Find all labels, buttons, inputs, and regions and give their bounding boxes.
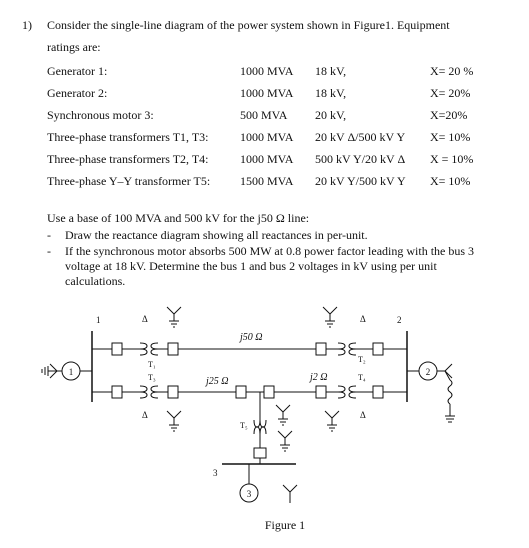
breaker bbox=[373, 386, 383, 398]
transformer-t5-winding bbox=[254, 420, 266, 427]
base-statement: Use a base of 100 MVA and 500 kV for the j50 Ω line: bbox=[47, 211, 310, 225]
generator-1-label: 1 bbox=[68, 367, 74, 377]
equipment-kv: 20 kV, bbox=[315, 108, 347, 122]
equipment-mva: 500 MVA bbox=[240, 108, 288, 122]
breaker bbox=[316, 386, 326, 398]
t1-delta-symbol: Δ bbox=[142, 314, 148, 324]
equipment-reactance: X= 10% bbox=[430, 130, 471, 144]
task-dash: - bbox=[47, 228, 51, 242]
equipment-kv: 18 kV, bbox=[315, 86, 347, 100]
line-j2-label: j2 Ω bbox=[310, 372, 328, 383]
task-text: voltage at 18 kV. Determine the bus 1 and bus 2 voltages in kV using per unit bbox=[65, 259, 437, 273]
t2-delta-symbol: Δ bbox=[360, 314, 366, 324]
task-dash: - bbox=[47, 244, 51, 258]
equipment-name: Three-phase transformers T2, T4: bbox=[47, 152, 209, 166]
breaker bbox=[236, 386, 246, 398]
t3-delta-symbol: Δ bbox=[142, 410, 148, 420]
t5-branch bbox=[254, 392, 266, 464]
equipment-reactance: X= 20 % bbox=[430, 64, 474, 78]
task-text: calculations. bbox=[65, 274, 126, 288]
figure-caption: Figure 1 bbox=[264, 518, 306, 532]
transformer-t1-winding bbox=[140, 343, 147, 355]
equipment-name: Three-phase transformers T1, T3: bbox=[47, 130, 209, 144]
breaker bbox=[112, 343, 122, 355]
bus-3-label: 3 bbox=[213, 468, 218, 478]
equipment-mva: 1000 MVA bbox=[240, 86, 294, 100]
equipment-kv: 20 kV Δ/500 kV Y bbox=[315, 130, 406, 144]
transformer-t4-winding bbox=[338, 386, 345, 398]
line-j50-label: j50 Ω bbox=[240, 332, 263, 343]
breaker bbox=[373, 343, 383, 355]
breaker bbox=[254, 448, 266, 458]
t5-grounded-wye-lower bbox=[278, 431, 292, 451]
equipment-kv: 18 kV, bbox=[315, 64, 347, 78]
equipment-reactance: X= 10% bbox=[430, 174, 471, 188]
equipment-mva: 1000 MVA bbox=[240, 152, 294, 166]
equipment-name: Generator 1: bbox=[47, 64, 108, 78]
equipment-reactance: X = 10% bbox=[430, 152, 474, 166]
line-j25-label: j25 Ω bbox=[206, 376, 229, 387]
t3-label: T₃ bbox=[148, 373, 156, 382]
task-text: If the synchronous motor absorbs 500 MW at 0.8 power factor leading with the bus 3 bbox=[65, 244, 475, 258]
t5-label: T₅ bbox=[240, 421, 248, 430]
lower-branch bbox=[92, 386, 407, 398]
upper-branch bbox=[92, 343, 407, 355]
t4-label: T₄ bbox=[358, 373, 366, 382]
equipment-reactance: X=20% bbox=[430, 108, 468, 122]
generator-2-label: 2 bbox=[425, 367, 431, 377]
motor-3-label: 3 bbox=[246, 489, 252, 499]
generator-2 bbox=[407, 362, 455, 422]
equipment-reactance: X= 20% bbox=[430, 86, 471, 100]
t4-delta-symbol: Δ bbox=[360, 410, 366, 420]
problem-intro-line1: Consider the single-line diagram of the power system shown in Figure1. Equipment bbox=[47, 18, 450, 32]
breaker bbox=[168, 343, 178, 355]
generator-1 bbox=[42, 362, 92, 380]
breaker bbox=[112, 386, 122, 398]
equipment-mva: 1000 MVA bbox=[240, 130, 294, 144]
t3-grounded-wye bbox=[167, 411, 181, 431]
t4-grounded-wye bbox=[325, 411, 339, 431]
equipment-name: Three-phase Y–Y transformer T5: bbox=[47, 174, 211, 188]
equipment-kv: 20 kV Y/500 kV Y bbox=[315, 174, 406, 188]
breaker bbox=[168, 386, 178, 398]
transformer-t3-winding bbox=[140, 386, 147, 398]
transformer-t2-winding bbox=[338, 343, 345, 355]
equipment-kv: 500 kV Y/20 kV Δ bbox=[315, 152, 406, 166]
t1-grounded-wye bbox=[167, 307, 181, 327]
breaker bbox=[316, 343, 326, 355]
equipment-name: Synchronous motor 3: bbox=[47, 108, 154, 122]
equipment-mva: 1500 MVA bbox=[240, 174, 294, 188]
problem-number: 1) bbox=[22, 18, 32, 32]
t1-label: T₁ bbox=[148, 360, 156, 369]
bus-1-label: 1 bbox=[96, 315, 101, 325]
t5-grounded-wye-upper bbox=[276, 405, 290, 425]
bus-2-label: 2 bbox=[397, 315, 402, 325]
t2-label: T₂ bbox=[358, 355, 366, 364]
synchronous-motor-3 bbox=[240, 464, 297, 503]
equipment-name: Generator 2: bbox=[47, 86, 108, 100]
t2-grounded-wye bbox=[323, 307, 337, 327]
breaker bbox=[264, 386, 274, 398]
problem-intro-line2: ratings are: bbox=[47, 40, 101, 54]
equipment-mva: 1000 MVA bbox=[240, 64, 294, 78]
task-text: Draw the reactance diagram showing all reactances in per-unit. bbox=[65, 228, 368, 242]
